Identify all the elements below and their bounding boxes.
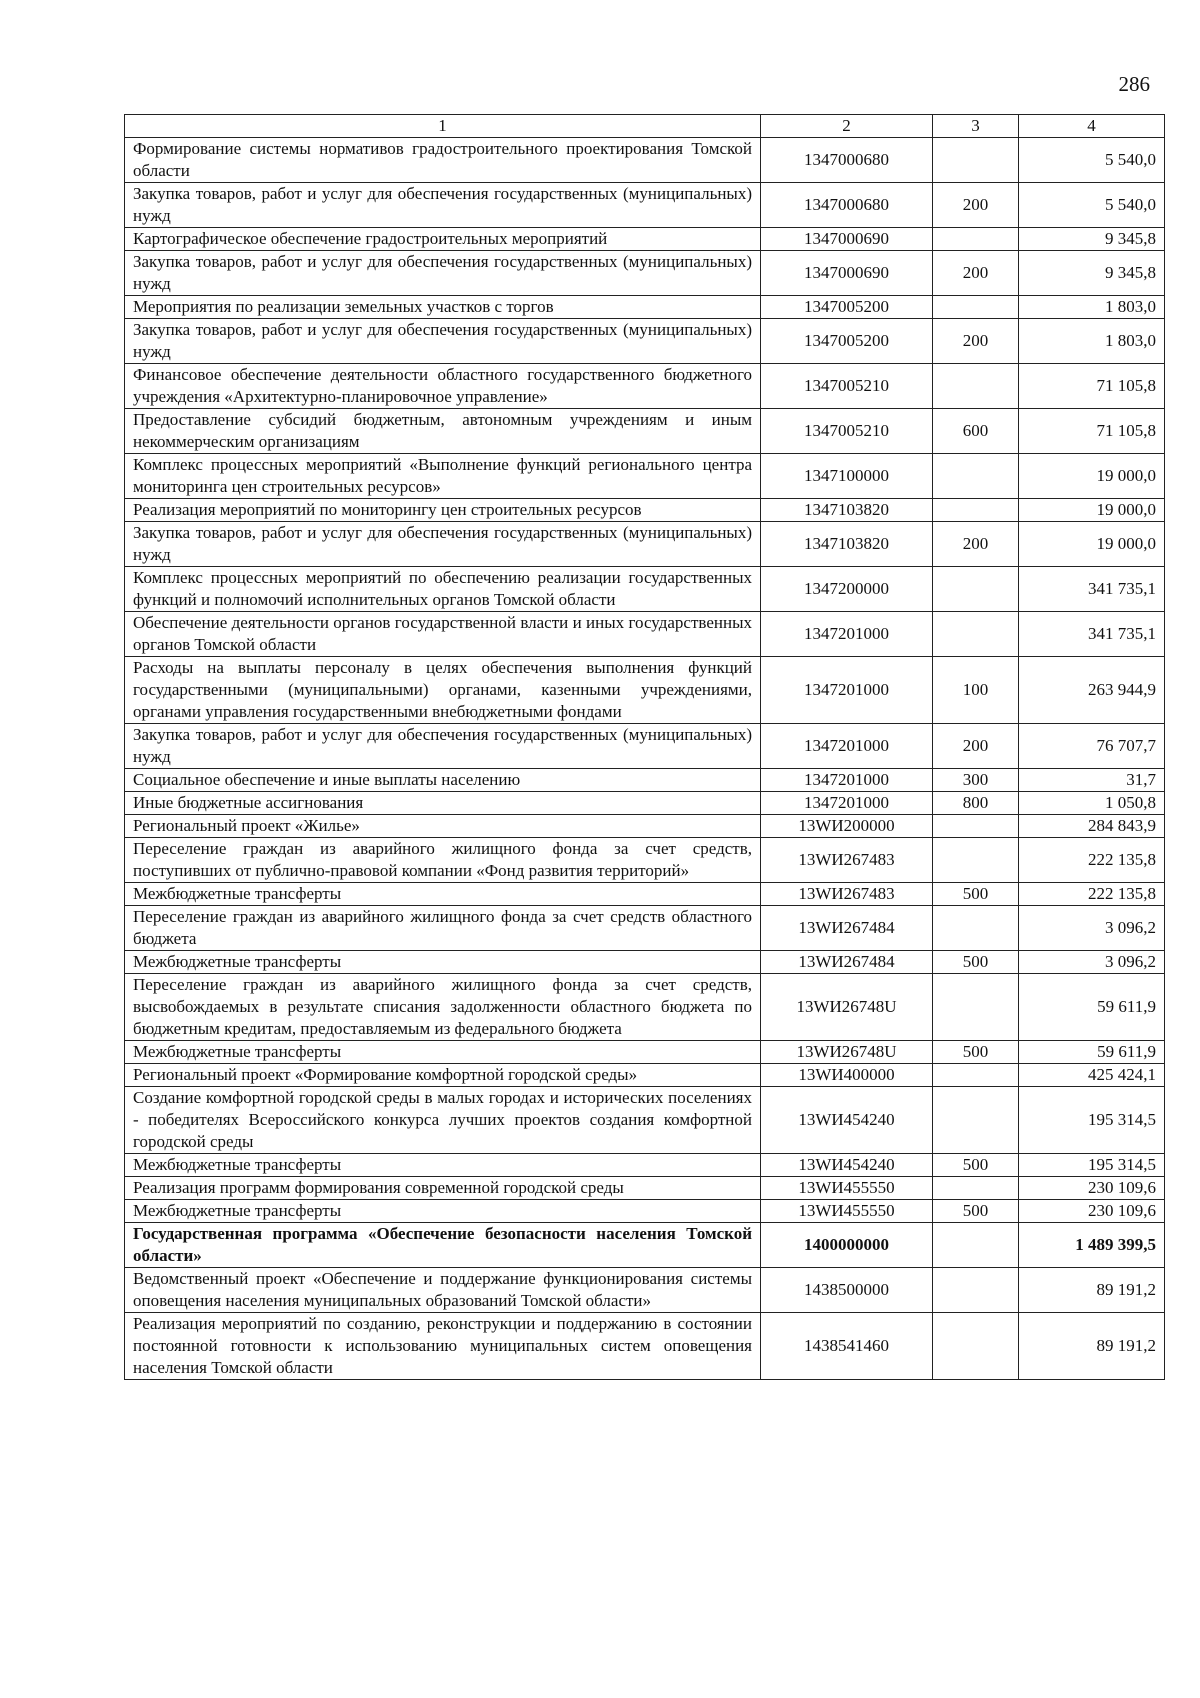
row-name-cell: Обеспечение деятельности органов государственной власти и иных государственных органов Томской области [125, 612, 761, 657]
row-expense-type-cell: 800 [933, 792, 1019, 815]
table-row [125, 454, 1165, 499]
row-code-cell: 1400000000 [761, 1223, 933, 1268]
row-amount-cell: 1 803,0 [1019, 296, 1165, 319]
row-amount-cell: 195 314,5 [1019, 1154, 1165, 1177]
row-expense-type-cell: 500 [933, 951, 1019, 974]
table-row [125, 906, 1165, 951]
row-code-cell: 13WИ26748U [761, 974, 933, 1041]
table-row [125, 1200, 1165, 1223]
row-name-cell: Предоставление субсидий бюджетным, автономным учреждениям и иным некоммерческим организациям [125, 409, 761, 454]
row-name-cell: Иные бюджетные ассигнования [125, 792, 761, 815]
row-amount-cell: 3 096,2 [1019, 906, 1165, 951]
row-code-cell: 1347000680 [761, 183, 933, 228]
row-code-cell: 13WИ267483 [761, 883, 933, 906]
row-amount-cell: 59 611,9 [1019, 974, 1165, 1041]
row-name-cell: Комплекс процессных мероприятий по обеспечению реализации государственных функций и полномочий исполнительных органов Томской области [125, 567, 761, 612]
row-code-cell: 1347005200 [761, 319, 933, 364]
table-row [125, 228, 1165, 251]
row-expense-type-cell [933, 454, 1019, 499]
row-name-cell: Реализация программ формирования современной городской среды [125, 1177, 761, 1200]
row-amount-cell: 341 735,1 [1019, 612, 1165, 657]
table-row [125, 251, 1165, 296]
table-row [125, 364, 1165, 409]
row-expense-type-cell [933, 296, 1019, 319]
row-amount-cell: 341 735,1 [1019, 567, 1165, 612]
row-name-cell: Расходы на выплаты персоналу в целях обеспечения выполнения функций государственными (муниципальными) органами, казенными учреждениями, органами управления государственными внебюджетными фондами [125, 657, 761, 724]
table-row [125, 1177, 1165, 1200]
row-expense-type-cell [933, 906, 1019, 951]
row-amount-cell: 425 424,1 [1019, 1064, 1165, 1087]
row-name-cell: Межбюджетные трансферты [125, 1041, 761, 1064]
table-header-row [125, 115, 1165, 138]
row-name-cell: Создание комфортной городской среды в малых городах и исторических поселениях - победителях Всероссийского конкурса лучших проектов создания комфортной городской среды [125, 1087, 761, 1154]
row-amount-cell: 1 489 399,5 [1019, 1223, 1165, 1268]
table-row [125, 815, 1165, 838]
row-code-cell: 13WИ267483 [761, 838, 933, 883]
row-code-cell: 1347201000 [761, 769, 933, 792]
row-name-cell: Картографическое обеспечение градостроительных мероприятий [125, 228, 761, 251]
row-expense-type-cell [933, 138, 1019, 183]
row-expense-type-cell: 200 [933, 724, 1019, 769]
row-code-cell: 1347201000 [761, 612, 933, 657]
row-name-cell: Реализация мероприятий по мониторингу цен строительных ресурсов [125, 499, 761, 522]
row-expense-type-cell: 200 [933, 522, 1019, 567]
row-name-cell: Региональный проект «Жилье» [125, 815, 761, 838]
row-expense-type-cell [933, 974, 1019, 1041]
row-amount-cell: 1 050,8 [1019, 792, 1165, 815]
row-code-cell: 1347103820 [761, 499, 933, 522]
table-row [125, 319, 1165, 364]
row-code-cell: 1347201000 [761, 792, 933, 815]
row-expense-type-cell: 200 [933, 319, 1019, 364]
row-amount-cell: 89 191,2 [1019, 1268, 1165, 1313]
row-code-cell: 13WИ267484 [761, 951, 933, 974]
row-code-cell: 13WИ200000 [761, 815, 933, 838]
header-cell-3: 3 [933, 115, 1019, 138]
row-code-cell: 1347000690 [761, 251, 933, 296]
row-name-cell: Финансовое обеспечение деятельности областного государственного бюджетного учреждения «Архитектурно-планировочное управление» [125, 364, 761, 409]
row-name-cell: Социальное обеспечение и иные выплаты населению [125, 769, 761, 792]
row-code-cell: 13WИ400000 [761, 1064, 933, 1087]
table-row [125, 792, 1165, 815]
row-name-cell: Государственная программа «Обеспечение безопасности населения Томской области» [125, 1223, 761, 1268]
table-row [125, 499, 1165, 522]
row-code-cell: 1347200000 [761, 567, 933, 612]
row-expense-type-cell: 200 [933, 251, 1019, 296]
row-code-cell: 1347103820 [761, 522, 933, 567]
row-amount-cell: 19 000,0 [1019, 499, 1165, 522]
row-amount-cell: 263 944,9 [1019, 657, 1165, 724]
table-row [125, 409, 1165, 454]
header-cell-4: 4 [1019, 115, 1165, 138]
row-code-cell: 1347005200 [761, 296, 933, 319]
row-amount-cell: 71 105,8 [1019, 409, 1165, 454]
row-expense-type-cell: 200 [933, 183, 1019, 228]
table-row [125, 838, 1165, 883]
row-name-cell: Закупка товаров, работ и услуг для обеспечения государственных (муниципальных) нужд [125, 319, 761, 364]
row-expense-type-cell [933, 838, 1019, 883]
row-code-cell: 1347005210 [761, 409, 933, 454]
row-code-cell: 13WИ26748U [761, 1041, 933, 1064]
row-name-cell: Реализация мероприятий по созданию, реконструкции и поддержанию в состоянии постоянной готовности к использованию муниципальных систем оповещения населения Томской области [125, 1313, 761, 1380]
row-expense-type-cell: 500 [933, 883, 1019, 906]
table-row [125, 1087, 1165, 1154]
page-number: 286 [1118, 72, 1150, 96]
row-name-cell: Закупка товаров, работ и услуг для обеспечения государственных (муниципальных) нужд [125, 183, 761, 228]
row-amount-cell: 19 000,0 [1019, 454, 1165, 499]
row-expense-type-cell: 500 [933, 1200, 1019, 1223]
row-name-cell: Закупка товаров, работ и услуг для обеспечения государственных (муниципальных) нужд [125, 724, 761, 769]
table-row [125, 1041, 1165, 1064]
row-amount-cell: 230 109,6 [1019, 1177, 1165, 1200]
row-name-cell: Межбюджетные трансферты [125, 883, 761, 906]
table-row [125, 1223, 1165, 1268]
row-amount-cell: 71 105,8 [1019, 364, 1165, 409]
row-code-cell: 13WИ454240 [761, 1154, 933, 1177]
row-name-cell: Закупка товаров, работ и услуг для обеспечения государственных (муниципальных) нужд [125, 251, 761, 296]
table-row [125, 567, 1165, 612]
row-amount-cell: 31,7 [1019, 769, 1165, 792]
budget-table [124, 114, 1165, 1380]
row-expense-type-cell [933, 499, 1019, 522]
row-amount-cell: 59 611,9 [1019, 1041, 1165, 1064]
row-expense-type-cell [933, 1268, 1019, 1313]
row-name-cell: Формирование системы нормативов градостроительного проектирования Томской области [125, 138, 761, 183]
row-expense-type-cell [933, 1177, 1019, 1200]
row-amount-cell: 19 000,0 [1019, 522, 1165, 567]
row-amount-cell: 89 191,2 [1019, 1313, 1165, 1380]
row-name-cell: Мероприятия по реализации земельных участков с торгов [125, 296, 761, 319]
row-expense-type-cell [933, 1087, 1019, 1154]
row-name-cell: Межбюджетные трансферты [125, 1200, 761, 1223]
row-expense-type-cell [933, 612, 1019, 657]
row-expense-type-cell [933, 1313, 1019, 1380]
row-code-cell: 13WИ455550 [761, 1200, 933, 1223]
row-expense-type-cell [933, 364, 1019, 409]
row-expense-type-cell: 500 [933, 1154, 1019, 1177]
row-code-cell: 13WИ267484 [761, 906, 933, 951]
row-expense-type-cell [933, 1064, 1019, 1087]
row-name-cell: Региональный проект «Формирование комфортной городской среды» [125, 1064, 761, 1087]
row-code-cell: 1347100000 [761, 454, 933, 499]
row-name-cell: Комплекс процессных мероприятий «Выполнение функций регионального центра мониторинга цен строительных ресурсов» [125, 454, 761, 499]
table-row [125, 951, 1165, 974]
row-expense-type-cell [933, 228, 1019, 251]
table-body [125, 115, 1165, 1380]
row-name-cell: Закупка товаров, работ и услуг для обеспечения государственных (муниципальных) нужд [125, 522, 761, 567]
row-amount-cell: 9 345,8 [1019, 228, 1165, 251]
row-expense-type-cell [933, 1223, 1019, 1268]
table-row [125, 724, 1165, 769]
row-name-cell: Межбюджетные трансферты [125, 951, 761, 974]
row-name-cell: Переселение граждан из аварийного жилищного фонда за счет средств, поступивших от публично-правовой компании «Фонд развития территорий» [125, 838, 761, 883]
row-expense-type-cell: 500 [933, 1041, 1019, 1064]
row-name-cell: Переселение граждан из аварийного жилищного фонда за счет средств, высвобождаемых в результате списания задолженности областного бюджета по бюджетным кредитам, предоставляемым из федерального бюджета [125, 974, 761, 1041]
row-amount-cell: 1 803,0 [1019, 319, 1165, 364]
row-code-cell: 13WИ455550 [761, 1177, 933, 1200]
row-code-cell: 1347201000 [761, 657, 933, 724]
row-name-cell: Переселение граждан из аварийного жилищного фонда за счет средств областного бюджета [125, 906, 761, 951]
header-cell-1: 1 [125, 115, 761, 138]
row-name-cell: Межбюджетные трансферты [125, 1154, 761, 1177]
row-code-cell: 1347000690 [761, 228, 933, 251]
row-code-cell: 1347000680 [761, 138, 933, 183]
table-row [125, 183, 1165, 228]
row-expense-type-cell [933, 567, 1019, 612]
row-amount-cell: 9 345,8 [1019, 251, 1165, 296]
table-row [125, 138, 1165, 183]
table-row [125, 1313, 1165, 1380]
row-expense-type-cell: 600 [933, 409, 1019, 454]
row-amount-cell: 3 096,2 [1019, 951, 1165, 974]
row-amount-cell: 284 843,9 [1019, 815, 1165, 838]
table-row [125, 1154, 1165, 1177]
row-name-cell: Ведомственный проект «Обеспечение и поддержание функционирования системы оповещения населения муниципальных образований Томской области» [125, 1268, 761, 1313]
table-row [125, 612, 1165, 657]
row-amount-cell: 230 109,6 [1019, 1200, 1165, 1223]
row-amount-cell: 76 707,7 [1019, 724, 1165, 769]
row-code-cell: 1347005210 [761, 364, 933, 409]
table-row [125, 522, 1165, 567]
table-row [125, 296, 1165, 319]
table-row [125, 769, 1165, 792]
table-row [125, 883, 1165, 906]
row-amount-cell: 195 314,5 [1019, 1087, 1165, 1154]
row-code-cell: 1347201000 [761, 724, 933, 769]
table-row [125, 1268, 1165, 1313]
row-amount-cell: 5 540,0 [1019, 183, 1165, 228]
header-cell-2: 2 [761, 115, 933, 138]
row-expense-type-cell [933, 815, 1019, 838]
row-amount-cell: 222 135,8 [1019, 883, 1165, 906]
row-amount-cell: 222 135,8 [1019, 838, 1165, 883]
row-code-cell: 1438541460 [761, 1313, 933, 1380]
table-row [125, 657, 1165, 724]
row-expense-type-cell: 100 [933, 657, 1019, 724]
row-expense-type-cell: 300 [933, 769, 1019, 792]
table-row [125, 974, 1165, 1041]
row-code-cell: 1438500000 [761, 1268, 933, 1313]
row-amount-cell: 5 540,0 [1019, 138, 1165, 183]
table-row [125, 1064, 1165, 1087]
row-code-cell: 13WИ454240 [761, 1087, 933, 1154]
